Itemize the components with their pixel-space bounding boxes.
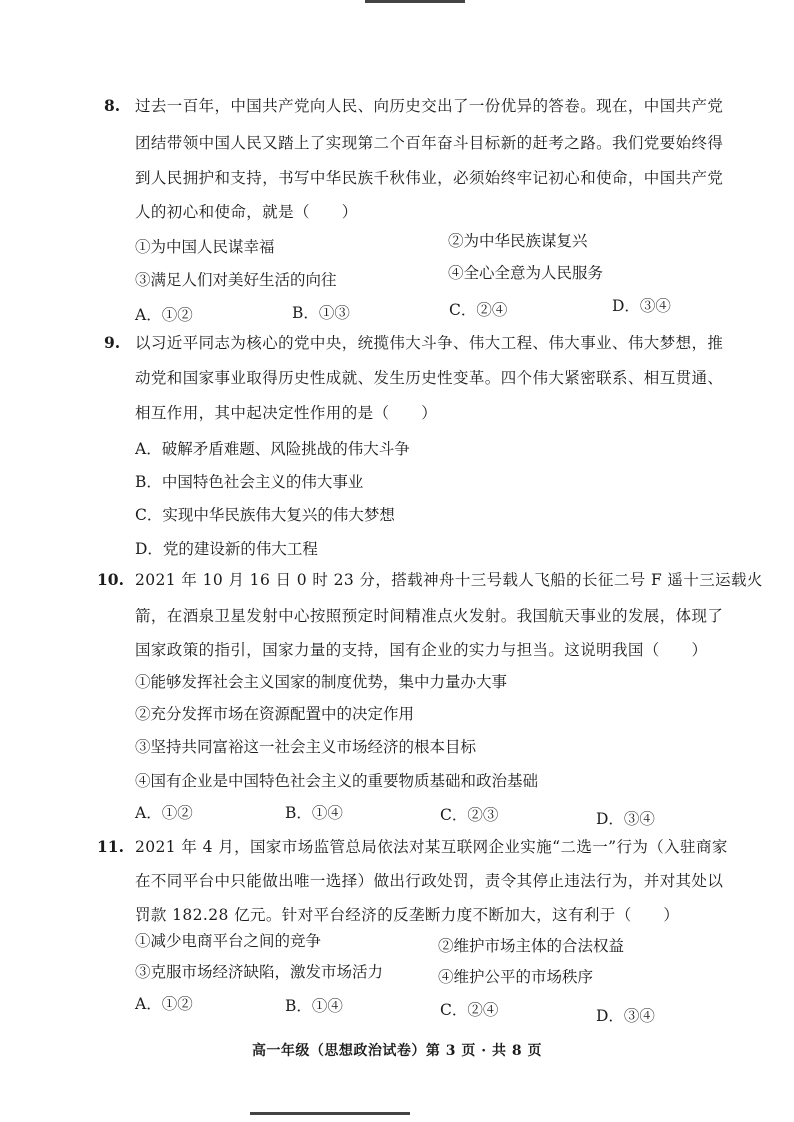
- q11-option-b: B．①④: [285, 997, 343, 1015]
- q8-option-b: B．①③: [292, 304, 350, 322]
- q11-item: ③克服市场经济缺陷，激发市场活力: [135, 963, 384, 981]
- q9-stem-line: 以习近平同志为核心的党中央，统揽伟大斗争、伟大工程、伟大事业、伟大梦想，推: [135, 334, 724, 352]
- q9-stem-line: 相互作用，其中起决定性作用的是（ ）: [135, 404, 438, 422]
- q11-stem-line: 罚款 182.28 亿元。针对平台经济的反垄断力度不断加大，这有利于（ ）: [135, 906, 680, 924]
- q10-option-c: C．②③: [440, 806, 499, 824]
- q11-item: ④维护公平的市场秩序: [438, 968, 594, 986]
- q11-option-a: A．①②: [135, 995, 193, 1013]
- q8-number: 8.: [104, 96, 121, 115]
- q11-option-c: C．②④: [440, 1001, 499, 1019]
- q10-item: ③坚持共同富裕这一社会主义市场经济的根本目标: [135, 738, 477, 756]
- page-footer: 高一年级（思想政治试卷）第 3 页 · 共 8 页: [251, 1043, 543, 1059]
- q11-stem-line: 2021 年 4 月，国家市场监管总局依法对某互联网企业实施“二选一”行为（入驻商家: [135, 838, 728, 856]
- q10-stem-line: 国家政策的指引，国家力量的支持，国有企业的实力与担当。这说明我国（ ）: [135, 641, 708, 659]
- scan-edge-mark: [365, 0, 465, 3]
- q11-stem-line: 在不同平台中只能做出唯一选择）做出行政处罚，责令其停止违法行为，并对其处以: [135, 872, 724, 890]
- q8-item: ②为中华民族谋复兴: [448, 232, 588, 250]
- q8-option-c: C．②④: [449, 301, 508, 319]
- q8-stem-line: 到人民拥护和支持，书写中华民族千秋伟业，必须始终牢记初心和使命，中国共产党: [135, 169, 724, 187]
- q11-option-d: D．③④: [596, 1007, 655, 1025]
- q8-item: ①为中国人民谋幸福: [135, 238, 275, 256]
- scan-edge-mark: [250, 1112, 410, 1115]
- q10-number: 10.: [97, 570, 124, 589]
- q11-item: ①减少电商平台之间的竞争: [135, 932, 322, 950]
- q11-item: ②维护市场主体的合法权益: [438, 937, 625, 955]
- q10-option-d: D．③④: [596, 810, 655, 828]
- q9-number: 9.: [104, 333, 121, 352]
- q8-stem-line: 过去一百年，中国共产党向人民、向历史交出了一份优异的答卷。现在，中国共产党: [135, 97, 724, 115]
- q9-option-c: C．实现中华民族伟大复兴的伟大梦想: [135, 506, 395, 524]
- q10-option-a: A．①②: [135, 804, 193, 822]
- q8-item: ③满足人们对美好生活的向往: [135, 271, 337, 289]
- q8-option-a: A．①②: [135, 306, 193, 324]
- q10-item: ②充分发挥市场在资源配置中的决定作用: [135, 705, 415, 723]
- q9-option-a: A．破解矛盾难题、风险挑战的伟大斗争: [135, 440, 410, 458]
- q8-stem-line: 团结带领中国人民又踏上了实现第二个百年奋斗目标新的赶考之路。我们党要始终得: [135, 134, 724, 152]
- q10-item: ④国有企业是中国特色社会主义的重要物质基础和政治基础: [135, 772, 539, 790]
- q10-stem-line: 箭，在酒泉卫星发射中心按照预定时间精准点火发射。我国航天事业的发展，体现了: [135, 607, 724, 625]
- q9-stem-line: 动党和国家事业取得历史性成就、发生历史性变革。四个伟大紧密联系、相互贯通、: [135, 369, 724, 387]
- q8-stem-line: 人的初心和使命，就是（ ）: [135, 203, 358, 221]
- q8-item: ④全心全意为人民服务: [448, 264, 604, 282]
- q9-option-b: B．中国特色社会主义的伟大事业: [135, 473, 364, 491]
- q10-item: ①能够发挥社会主义国家的制度优势，集中力量办大事: [135, 673, 508, 691]
- q11-number: 11.: [97, 837, 124, 856]
- q10-option-b: B．①④: [285, 804, 343, 822]
- q8-option-d: D．③④: [612, 297, 671, 315]
- q10-stem-line: 2021 年 10 月 16 日 0 时 23 分，搭载神舟十三号载人飞船的长征二号 F 遥十三运载火: [135, 571, 763, 589]
- q9-option-d: D．党的建设新的伟大工程: [135, 540, 318, 558]
